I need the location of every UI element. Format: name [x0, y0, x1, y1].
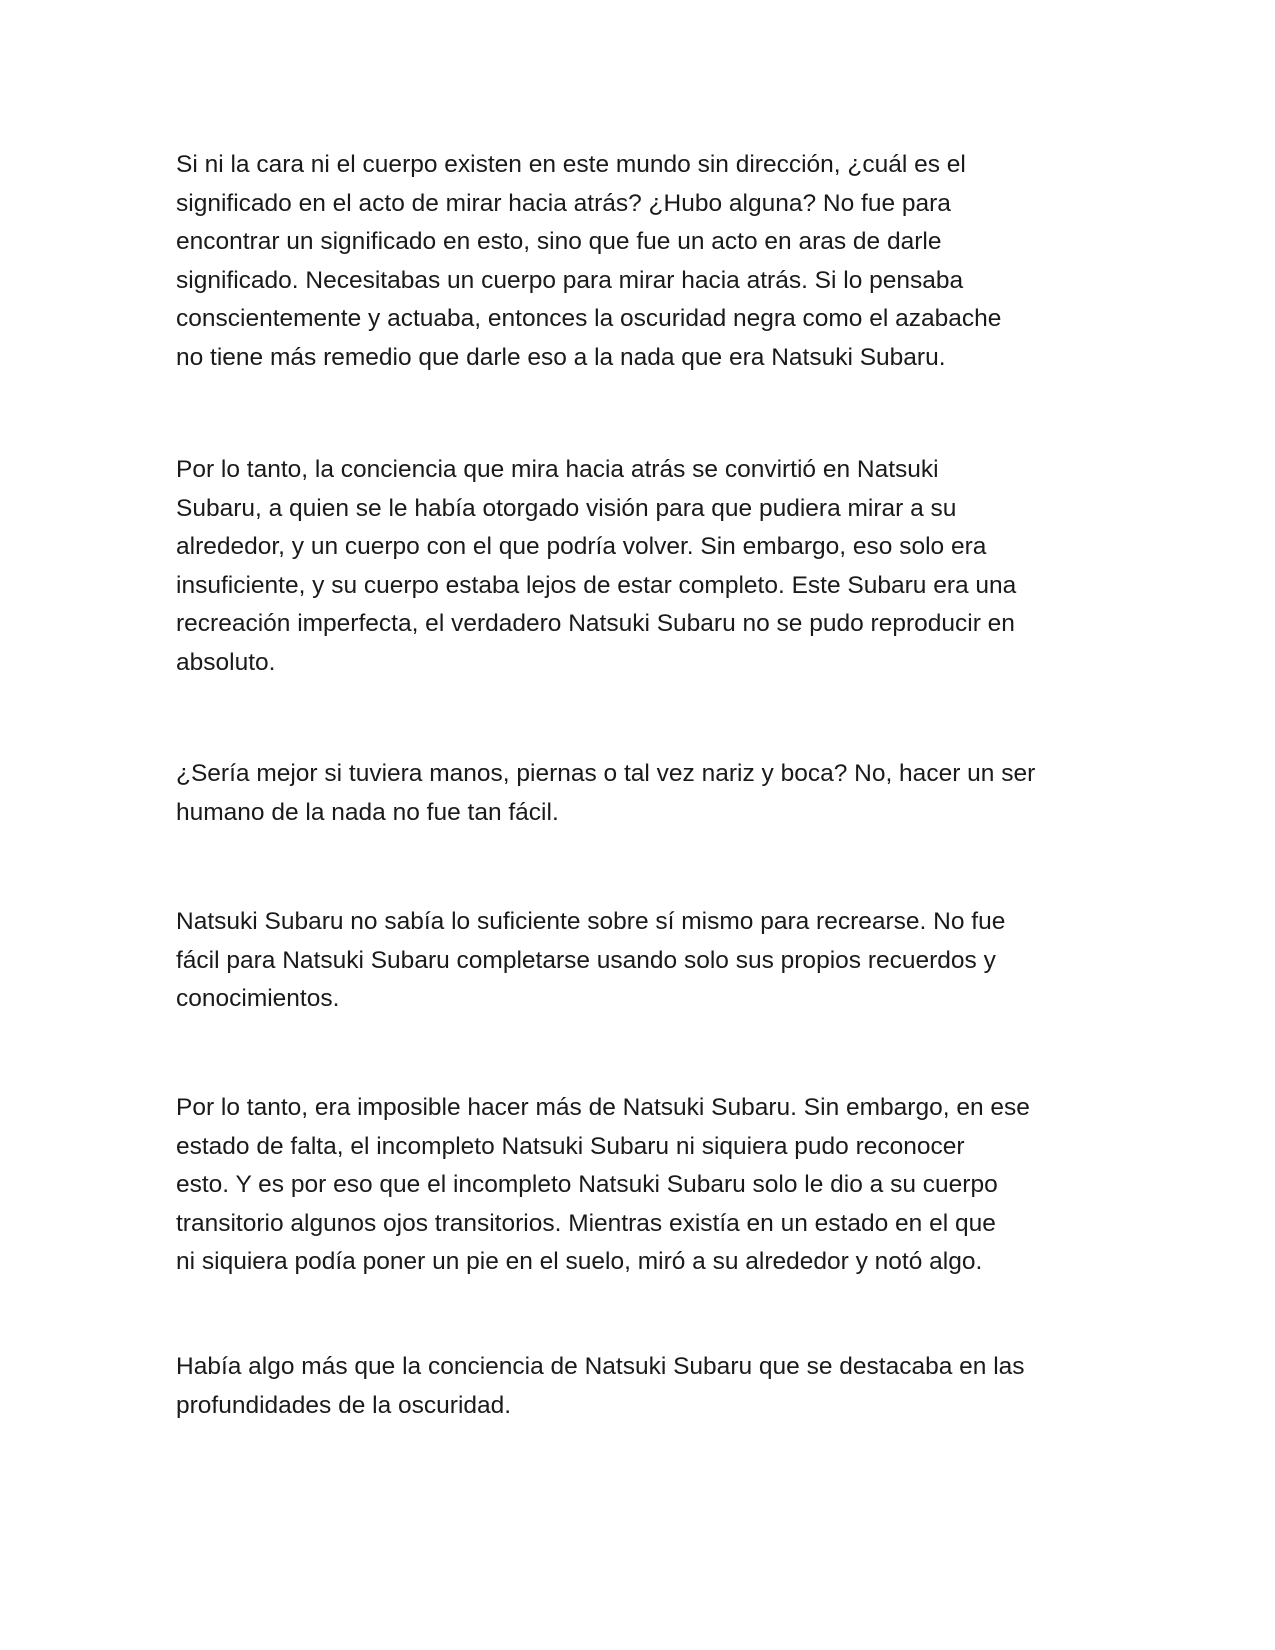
text-line: Por lo tanto, era imposible hacer más de Natsuki Subaru. Sin embargo, en ese [176, 1094, 1030, 1121]
text-line: conscientemente y actuaba, entonces la oscuridad negra como el azabache [176, 305, 1002, 332]
text-line: conocimientos. [176, 985, 340, 1012]
paragraph-4 [176, 903, 1111, 1019]
paragraph-1 [176, 146, 1111, 377]
text-line: recreación imperfecta, el verdadero Natsuki Subaru no se pudo reproducir en [176, 610, 1015, 637]
text-line: Había algo más que la conciencia de Natsuki Subaru que se destacaba en las [176, 1353, 1025, 1380]
text-line: Natsuki Subaru no sabía lo suficiente sobre sí mismo para recrearse. No fue [176, 908, 1006, 935]
paragraph-2 [176, 451, 1111, 682]
text-line: Subaru, a quien se le había otorgado visión para que pudiera mirar a su [176, 494, 957, 522]
text-line: fácil para Natsuki Subaru completarse usando solo sus propios recuerdos y [176, 946, 996, 974]
paragraph-6 [176, 1348, 1111, 1425]
text-line: significado. Necesitabas un cuerpo para mirar hacia atrás. Si lo pensaba [176, 266, 964, 294]
text-line: ni siquiera podía poner un pie en el suelo, miró a su alrededor y notó algo. [176, 1248, 983, 1275]
text-line: humano de la nada no fue tan fácil. [176, 798, 559, 826]
text-line: absoluto. [176, 648, 276, 676]
text-line: alrededor, y un cuerpo con el que podría volver. Sin embargo, eso solo era [176, 533, 987, 560]
paragraph-5 [176, 1089, 1111, 1282]
text-line: transitorio algunos ojos transitorios. Mientras existía en un estado en el que [176, 1209, 996, 1237]
text-line: esto. Y es por eso que el incompleto Natsuki Subaru solo le dio a su cuerpo [176, 1171, 998, 1198]
text-line: ¿Sería mejor si tuviera manos, piernas o tal vez nariz y boca? No, hacer un ser [176, 760, 1036, 787]
text-line: insuficiente, y su cuerpo estaba lejos de estar completo. Este Subaru era una [176, 571, 1017, 599]
text-line: significado en el acto de mirar hacia atrás? ¿Hubo alguna? No fue para [176, 189, 951, 217]
text-line: no tiene más remedio que darle eso a la nada que era Natsuki Subaru. [176, 343, 946, 371]
paragraph-3 [176, 755, 1111, 832]
text-line: Por lo tanto, la conciencia que mira hacia atrás se convirtió en Natsuki [176, 456, 939, 483]
text-line: encontrar un significado en esto, sino que fue un acto en aras de darle [176, 228, 942, 255]
text-line: estado de falta, el incompleto Natsuki Subaru ni siquiera pudo reconocer [176, 1132, 965, 1160]
text-line: profundidades de la oscuridad. [176, 1391, 512, 1419]
text-line: Si ni la cara ni el cuerpo existen en este mundo sin dirección, ¿cuál es el [176, 151, 966, 178]
